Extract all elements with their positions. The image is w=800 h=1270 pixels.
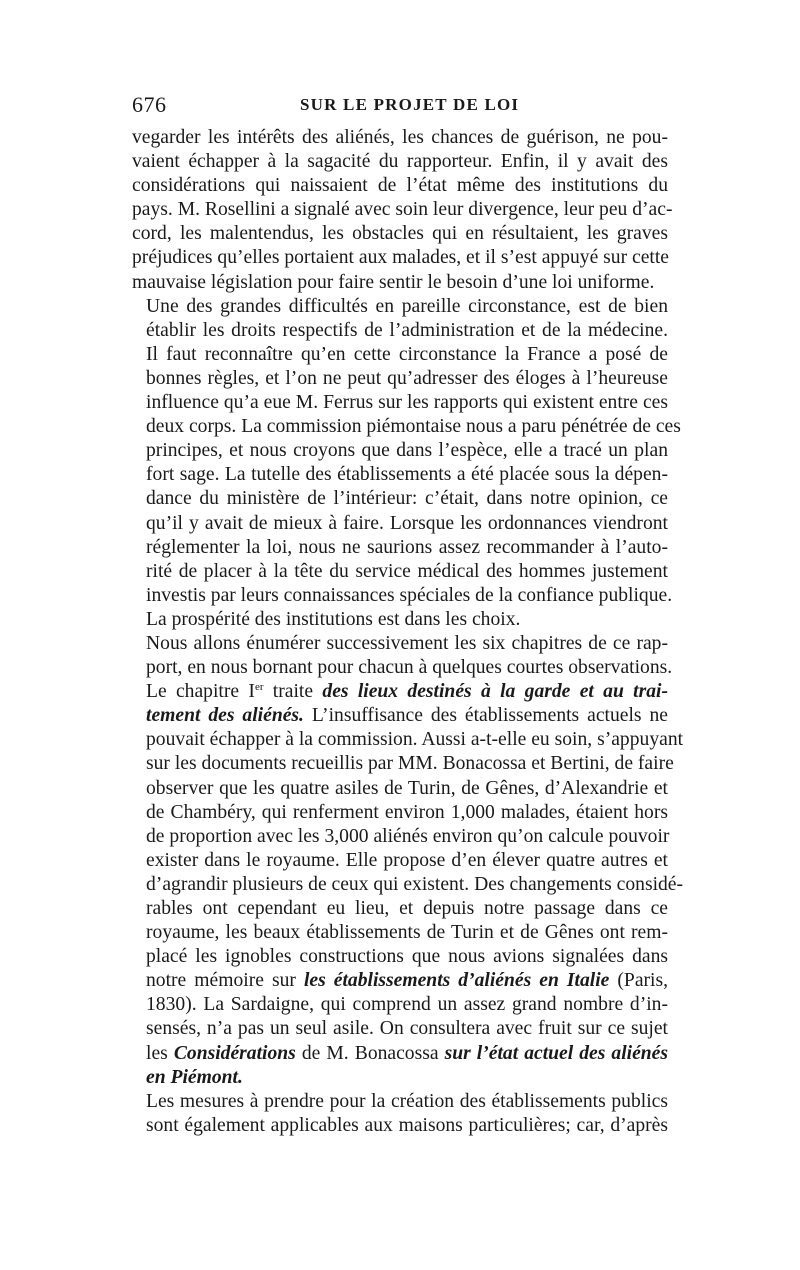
paragraph bbox=[132, 632, 673, 680]
text-line: qu’il y avait de mieux à faire. Lorsque les ordonnances viendront bbox=[146, 512, 668, 534]
text-line bbox=[132, 969, 668, 993]
text-line: pouvait échapper à la commission. Aussi a-t-elle eu soin, s’appuyant bbox=[146, 729, 684, 751]
text-line: rables ont cependant eu lieu, et depuis notre passage dans ce bbox=[146, 898, 668, 919]
text-run: les bbox=[146, 1042, 174, 1064]
italic-text: les établissements d’aliénés en Italie bbox=[303, 970, 610, 992]
text-line: fort sage. La tutelle des établissements a été placée sous la dépen- bbox=[146, 464, 668, 486]
superscript: er bbox=[254, 681, 264, 694]
text-line: mauvaise législation pour faire sentir le besoin d’une loi uniforme. bbox=[132, 271, 655, 293]
text-line: Une des grandes difficultés en pareille circonstance, est de bien bbox=[146, 295, 668, 317]
text-line bbox=[132, 1066, 668, 1090]
italic-text: en Piémont. bbox=[146, 1066, 243, 1088]
text-line: deux corps. La commission piémontaise nous a paru pénétrée de ces bbox=[146, 416, 681, 438]
text-run: (Paris, bbox=[609, 970, 669, 992]
text-line: préjudices qu’elles portaient aux malades, et il s’est appuyé sur cette bbox=[132, 247, 670, 269]
text-line: sur les documents recueillis par MM. Bonacossa et Bertini, de faire bbox=[146, 753, 674, 775]
text-line bbox=[132, 704, 668, 728]
paragraph bbox=[132, 126, 673, 295]
body-text bbox=[132, 126, 684, 1138]
paragraph bbox=[132, 1090, 668, 1138]
paragraph bbox=[132, 680, 684, 1090]
text-line bbox=[132, 1042, 668, 1066]
italic-text: des lieux destinés à la garde et au trai- bbox=[322, 681, 669, 703]
text-line: principes, et nous croyons que dans l’espèce, elle a tracé un plan bbox=[146, 440, 668, 462]
text-line: sont également applicables aux maisons particulières; car, d’après bbox=[146, 1114, 668, 1136]
text-line: vegarder les intérêts des aliénés, les chances de guérison, ne pou- bbox=[132, 127, 668, 148]
text-line: port, en nous bornant pour chacun à quelques courtes observations. bbox=[146, 657, 673, 679]
text-run: de M. Bonacossa bbox=[295, 1042, 445, 1064]
text-line: exister dans le royaume. Elle propose d’en élever quatre autres et bbox=[146, 849, 668, 871]
text-run: traite bbox=[263, 681, 323, 703]
running-head: SUR LE PROJET DE LOI bbox=[300, 95, 520, 114]
text-line: vaient échapper à la sagacité du rapporteur. Enfin, il y avait des bbox=[132, 151, 668, 173]
text-line: bonnes règles, et l’on ne peut qu’adresser des éloges à l’heureuse bbox=[146, 367, 668, 389]
text-line: Il faut reconnaître qu’en cette circonstance la France a posé de bbox=[146, 343, 668, 365]
text-line: considérations qui naissaient de l’état même des institutions du bbox=[132, 175, 668, 197]
text-line: réglementer la loi, nous ne saurions assez recommander à l’auto- bbox=[146, 536, 668, 558]
page-header bbox=[132, 92, 672, 122]
text-line: dance du ministère de l’intérieur: c’était, dans notre opinion, ce bbox=[146, 488, 668, 510]
text-line: 1830). La Sardaigne, qui comprend un assez grand nombre d’in- bbox=[146, 994, 668, 1016]
italic-text: tement des aliénés. bbox=[146, 705, 304, 727]
text-line bbox=[132, 680, 668, 704]
text-line: investis par leurs connaissances spéciales de la confiance publique. bbox=[146, 584, 673, 606]
text-line: Nous allons énumérer successivement les six chapitres de ce rap- bbox=[146, 632, 668, 654]
text-line: cord, les malentendus, les obstacles qui en résultaient, les graves bbox=[132, 223, 668, 245]
text-line: sensés, n’a pas un seul asile. On consultera avec fruit sur ce sujet bbox=[146, 1018, 668, 1040]
text-line: placé les ignobles constructions que nous avions signalées dans bbox=[146, 946, 668, 968]
text-run: Le chapitre I bbox=[146, 681, 255, 703]
text-line: Les mesures à prendre pour la création des établissements publics bbox=[146, 1090, 668, 1112]
text-line: pays. M. Rosellini a signalé avec soin leur divergence, leur peu d’ac- bbox=[132, 199, 673, 221]
text-line: royaume, les beaux établissements de Turin et de Gênes ont rem- bbox=[146, 922, 668, 944]
text-line: établir les droits respectifs de l’administration et de la médecine. bbox=[146, 319, 668, 341]
text-line: de Chambéry, qui renferment environ 1,000 malades, étaient hors bbox=[146, 801, 668, 823]
paragraph bbox=[132, 295, 681, 632]
text-line: La prospérité des institutions est dans les choix. bbox=[146, 608, 521, 630]
text-line: rité de placer à la tête du service médical des hommes justement bbox=[146, 560, 668, 582]
italic-text: Considérations bbox=[173, 1042, 296, 1064]
text-line: d’agrandir plusieurs de ceux qui existent. Des changements considé- bbox=[146, 873, 684, 895]
italic-text: sur l’état actuel des aliénés bbox=[444, 1042, 668, 1064]
page-number: 676 bbox=[132, 92, 167, 117]
text-run: L’insuffisance des établissements actuels ne bbox=[303, 705, 668, 727]
text-line: influence qu’a eue M. Ferrus sur les rapports qui existent entre ces bbox=[146, 392, 668, 414]
text-line: observer que les quatre asiles de Turin, de Gênes, d’Alexandrie et bbox=[146, 777, 668, 799]
text-run: notre mémoire sur bbox=[146, 970, 304, 992]
text-line: de proportion avec les 3,000 aliénés environ qu’on calcule pouvoir bbox=[146, 825, 670, 847]
